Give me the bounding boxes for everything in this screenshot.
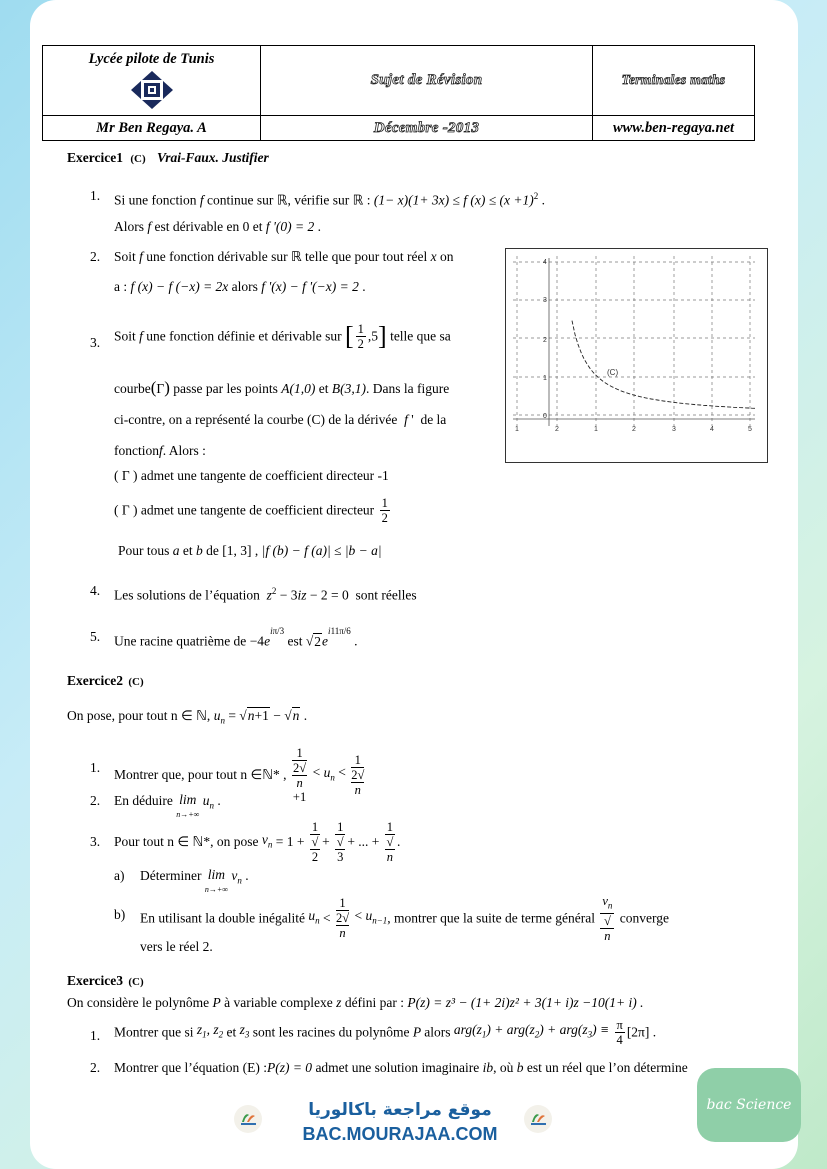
ex2-q1-line: Montrer que, pour tout n ∈ℕ* , 1 2√ n +1 < $u_n$ < 1 2√ n: [114, 746, 365, 804]
ex1-q3-num: 3.: [90, 335, 101, 350]
footer-arabic-title: موقع مراجعة باكالوريا: [308, 1100, 492, 1120]
y-tick-label: 3: [543, 297, 547, 304]
ex2-qa-label: a): [114, 868, 125, 883]
x-tick-label: 4: [710, 426, 714, 433]
x-tick-label: 1: [594, 426, 598, 433]
ex3-intro: On considère le polynôme P à variable complexe z défini par : P(z) = z³ − (1+ 2i)z² + 3(1+ i)z −10(1+ i) .: [67, 995, 644, 1010]
x-tick-label: 2: [555, 426, 559, 433]
ex2-q2-line: En déduire lim n→+∞ $u_n$ .: [114, 792, 221, 819]
bac-science-badge: [697, 1068, 801, 1142]
ex2-q3-num: 3.: [90, 834, 101, 849]
x-tick-label: 1: [515, 426, 519, 433]
ex2-title: Exercice2: [67, 673, 123, 688]
ex3-q2-line: Montrer que l’équation (E) :P(z) = 0 admet une solution imaginaire ib, où b est un réel que l’on détermine: [114, 1060, 688, 1075]
x-tick-label: 2: [632, 426, 636, 433]
right-leaf-logo-icon: [523, 1104, 553, 1134]
ex2-q1-num: 1.: [90, 760, 101, 775]
school-name: Lycée pilote de Tunis: [88, 51, 215, 67]
ex1-q4-line: Les solutions de l’équation $z^2 - 3iz - 2 = 0$ sont réelles: [114, 586, 417, 603]
subject-title: Sujet de Révision: [370, 72, 483, 88]
ex2-heading: [67, 673, 144, 690]
level-label: Terminales maths: [621, 72, 726, 87]
ex1-q3-line: Soit f une fonction définie et dérivable sur [ $\frac{1}{2}$ ,5] telle que sa: [114, 321, 451, 351]
ex1-q2-line: Soit f une fonction dérivable sur ℝ telle que pour tout réel x on: [114, 249, 454, 264]
ex2-qb-label: b): [114, 907, 126, 922]
ex3-heading: [67, 973, 144, 990]
school-logo-icon: [130, 70, 174, 110]
teacher-name: Mr Ben Regaya. A: [43, 116, 261, 141]
ex2-qb-line2: vers le réel 2.: [140, 939, 213, 954]
ex1-q3-line3: ci-contre, on a représenté la courbe (C) de la dérivée f ' de la: [114, 412, 447, 427]
header-table: [42, 45, 755, 141]
ex1-tag: (C): [130, 153, 146, 165]
footer-site-link[interactable]: BAC.MOURAJAA.COM: [302, 1124, 498, 1144]
ex1-q3-option3: Pour tous a et b de [1, 3] , |f (b) − f (a)| ≤ |b − a|: [118, 543, 382, 558]
ex2-tag: (C): [128, 676, 144, 688]
ex3-q1-line: Montrer que si $z_1$, $z_2$ et $z_3$ sont les racines du polynôme P alors $arg(z_1) + arg(z_2) + arg(z_3)$ ≡ $\frac{\pi}{4}$ [2π] .: [114, 1018, 657, 1047]
left-leaf-logo-icon: [233, 1104, 263, 1134]
school-cell: [43, 46, 261, 116]
x-tick-label: 5: [748, 426, 752, 433]
ex1-q2-line2: a : f (x) − f (−x) = 2x alors f '(x) − f '(−x) = 2 .: [114, 279, 366, 294]
ex2-qb-line: En utilisant la double inégalité $u_n$ < 1 2√ n < $u_{n-1}$, montrer que la suite de terme général $v_n$ √ n converge: [140, 894, 670, 943]
level-cell: [593, 46, 755, 116]
ex3-tag: (C): [128, 976, 144, 988]
bac-science-label: bac Science: [706, 1097, 792, 1113]
ex1-title: Exercice1: [67, 150, 123, 165]
ex1-q5-num: 5.: [90, 629, 101, 644]
ex1-q4-num: 4.: [90, 583, 101, 598]
ex2-q3-line: Pour tout n ∈ ℕ*, on pose $v_n = 1$ + 1 √ 2 + 1 √ 3 + ... + 1 √ n .: [114, 820, 401, 864]
ex1-q3-option1: ( Γ ) admet une tangente de coefficient directeur -1: [114, 468, 389, 483]
ex2-qa-line: Déterminer lim n→+∞ $v_n$ .: [140, 867, 249, 894]
y-tick-label: 2: [543, 337, 547, 344]
y-tick-label: 1: [543, 375, 547, 382]
x-tick-label: 3: [672, 426, 676, 433]
ex1-q3-line2: courbe(Γ) passe par les points A(1,0) et B(3,1). Dans la figure: [114, 378, 450, 397]
date-label: Décembre -2013: [373, 119, 480, 136]
ex1-q5-line: Une racine quatrième de $-4e^{i\pi/3}$ est $√2e^{i11\pi/6}$ .: [114, 626, 358, 649]
ex1-q3-option2: ( Γ ) admet une tangente de coefficient directeur $\frac{1}{2}$: [114, 496, 388, 525]
website-link[interactable]: www.ben-regaya.net: [593, 116, 755, 141]
ex2-intro: On pose, pour tout n ∈ ℕ, $u_n = √n+1 - √n$ .: [67, 708, 308, 726]
ex1-q3-line4: fonctionf. Alors :: [114, 443, 206, 458]
ex1-subtitle: Vrai-Faux. Justifier: [157, 150, 269, 165]
ex1-heading: [67, 150, 269, 167]
ex1-q1-line: Si une fonction f continue sur ℝ, vérifie sur ℝ : (1− x)(1+ 3x) ≤ f $(x) \le (x +1)^2$ .: [114, 191, 545, 208]
ex3-title: Exercice3: [67, 973, 123, 988]
derivative-graph: [505, 248, 768, 463]
curve-label: (C): [607, 368, 619, 377]
ex3-q2-num: 2.: [90, 1060, 101, 1075]
y-tick-label: 0: [543, 413, 547, 420]
ex3-q1-num: 1.: [90, 1028, 101, 1043]
ex2-q2-num: 2.: [90, 793, 101, 808]
ex1-q2-num: 2.: [90, 249, 101, 264]
ex1-q1-line2: Alors f est dérivable en 0 et f '(0) = 2 .: [114, 219, 321, 234]
subject-cell: [261, 46, 593, 116]
y-tick-label: 4: [543, 259, 547, 266]
ex1-q1-num: 1.: [90, 188, 101, 203]
date-cell: [261, 116, 593, 141]
